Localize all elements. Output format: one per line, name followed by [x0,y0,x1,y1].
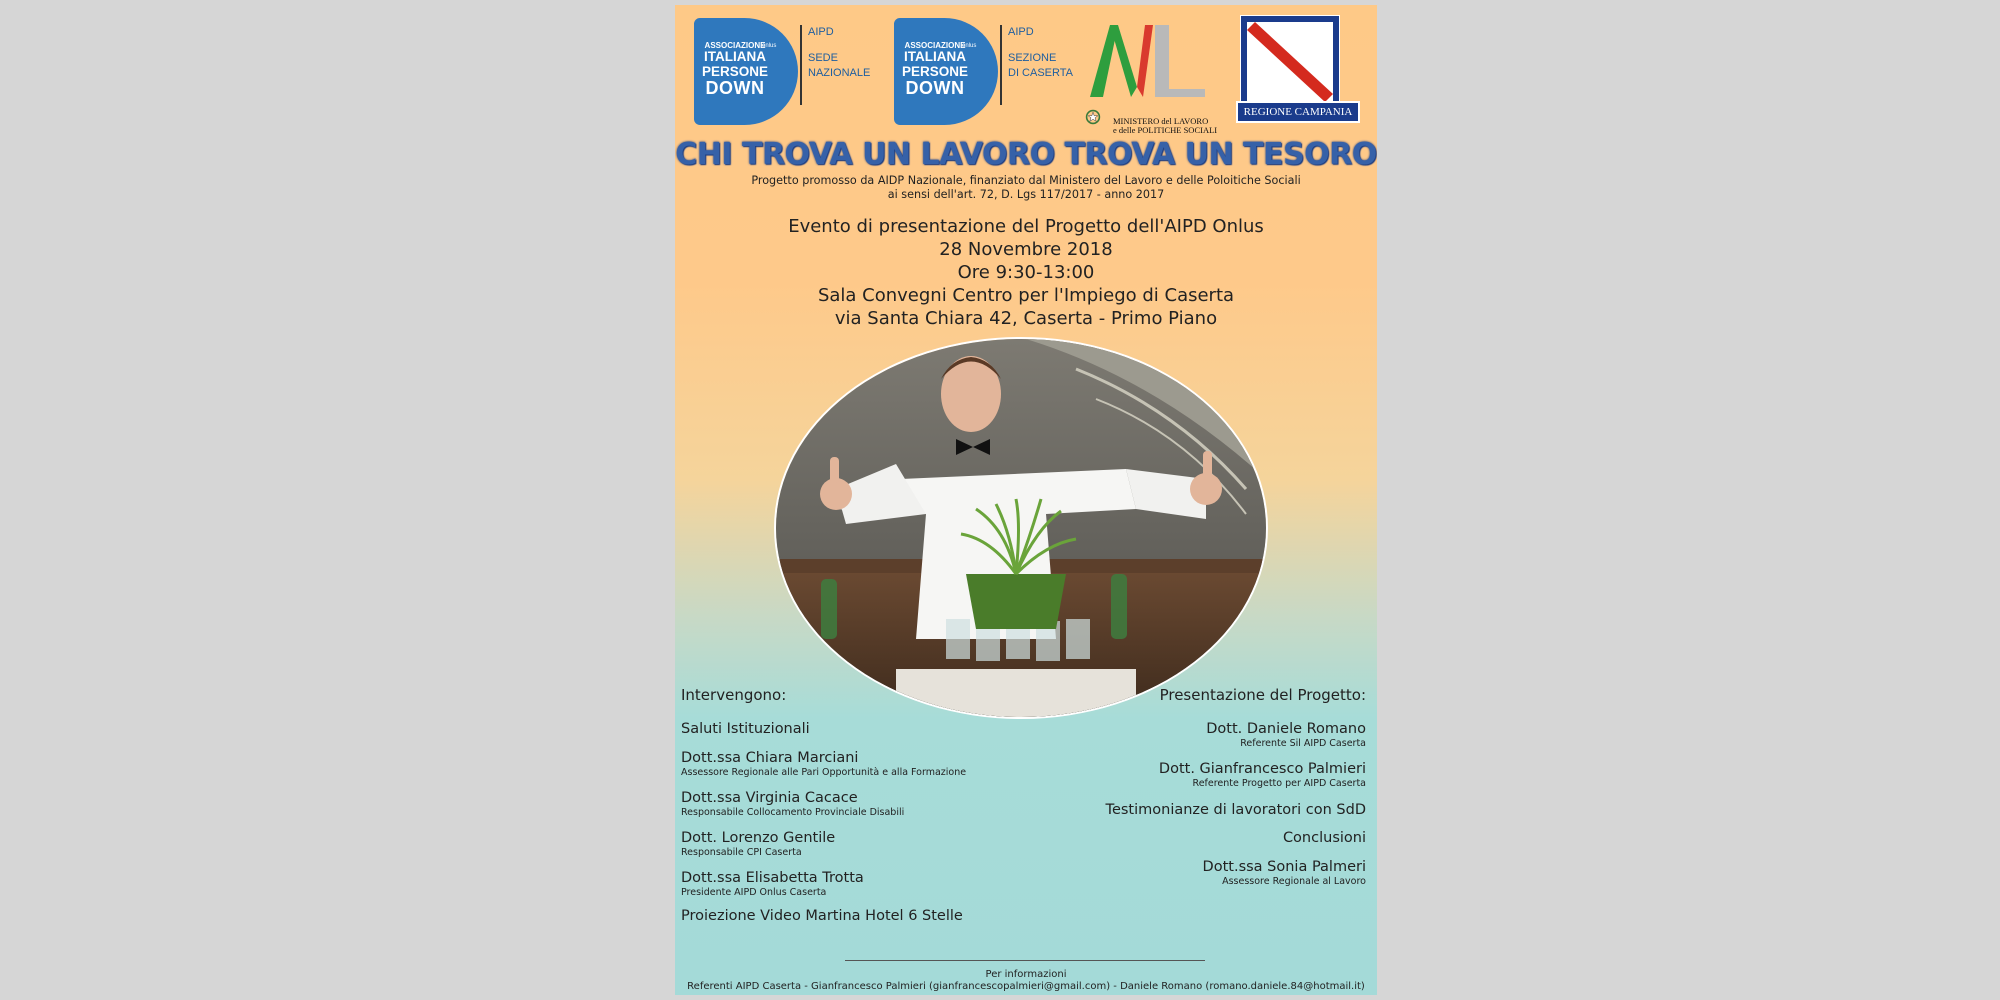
logo-caption-line: SEDE [808,52,838,65]
event-photo [774,337,1268,719]
event-details [675,215,1377,330]
logo-line: PERSONE [901,63,969,79]
saluti-istituzionali: Saluti Istituzionali [681,721,810,737]
aipd-national-caption [800,25,870,105]
regione-campania-logo [1236,15,1353,127]
ministero-lavoro-logo [1085,17,1220,137]
event-poster [675,5,1377,995]
subtitle-line: ai sensi dell'art. 72, D. Lgs 117/2017 - anno 2017 [887,188,1165,201]
speaker-name: Dott. Daniele Romano [1206,721,1366,737]
left-speaker-2 [681,790,904,818]
video-projection: Proiezione Video Martina Hotel 6 Stelle [681,908,963,924]
logo-onlus-text: onlus [762,43,777,49]
logo-caption-top: AIPD [1008,26,1034,38]
left-speaker-4 [681,870,864,898]
speaker-name: Dott.ssa Elisabetta Trotta [681,870,864,886]
footer-contacts: Referenti AIPD Caserta - Gianfrancesco Palmieri (gianfrancescopalmieri@gmail.com) - Daniele Romano (romano.daniele.84@hotmail.it) [687,981,1365,992]
speaker-role: Assessore Regionale alle Pari Opportunità e alla Formazione [681,767,967,778]
logo-line: ITALIANA [904,49,966,65]
logo-caption-line: SEZIONE [1008,52,1057,65]
footer-heading: Per informazioni [985,969,1067,980]
aipd-caserta-logo [894,18,998,125]
regione-campania-label: REGIONE CAMPANIA [1236,101,1360,123]
subtitle-line: Progetto promosso da AIDP Nazionale, finanziato dal Ministero del Lavoro e delle Poloitiche Sociali [751,174,1301,187]
speaker-name: Dott. Lorenzo Gentile [681,830,836,846]
logo-caption-top: AIPD [808,26,834,38]
left-speaker-1 [681,750,966,778]
speaker-role: Referente Sil AIPD Caserta [1240,738,1366,749]
testimonianze: Testimonianze di lavoratori con SdD [1105,802,1366,818]
speaker-name: Dott.ssa Virginia Cacace [681,790,858,806]
speaker-name: Dott.ssa Chiara Marciani [681,750,859,766]
speaker-name: Dott. Gianfrancesco Palmieri [1158,761,1366,777]
event-time: Ore 9:30-13:00 [957,262,1095,283]
ministero-caption-line: e delle POLITICHE SOCIALI [1113,125,1218,136]
event-address: via Santa Chiara 42, Caserta - Primo Piano [834,308,1218,329]
right-speaker-1 [1206,721,1366,749]
speaker-role: Assessore Regionale al Lavoro [1222,876,1366,887]
footer-divider [845,960,1205,961]
logo-line: ASSOCIAZIONE [704,41,766,50]
speaker-role: Presidente AIPD Onlus Caserta [681,887,827,898]
speaker-role: Responsabile Collocamento Provinciale Disabili [681,807,905,818]
conclusioni: Conclusioni [1282,830,1366,846]
logo-caption-line: DI CASERTA [1008,66,1073,79]
speaker-role: Responsabile CPI Caserta [681,847,802,858]
aipd-caserta-caption [1000,25,1073,105]
event-description: Evento di presentazione del Progetto dell'AIPD Onlus [788,216,1264,237]
italian-emblem-icon [1085,109,1101,125]
logo-caption-line: NAZIONALE [808,66,871,79]
right-speaker-2 [1159,761,1366,789]
closing-speaker [1203,859,1366,887]
aipd-national-logo [694,18,798,125]
footer-info [675,969,1377,993]
left-heading: Intervengono: [681,686,787,704]
speaker-name: Dott.ssa Sonia Palmeri [1202,859,1366,875]
speaker-role: Referente Progetto per AIPD Caserta [1192,778,1366,789]
logo-line: ASSOCIAZIONE [904,41,966,50]
right-heading: Presentazione del Progetto: [1159,686,1366,704]
event-venue: Sala Convegni Centro per l'Impiego di Caserta [817,285,1235,306]
logo-line: DOWN [905,77,965,98]
ministero-caption-line: MINISTERO del LAVORO [1113,116,1209,126]
logo-line: DOWN [705,77,765,98]
project-subtitle [675,174,1377,202]
poster-title: CHI TROVA UN LAVORO TROVA UN TESORO [675,137,1377,172]
logo-line: PERSONE [701,63,769,79]
regione-campania-shield-icon [1240,15,1340,109]
event-date: 28 Novembre 2018 [939,239,1113,260]
logo-onlus-text: onlus [962,43,977,49]
ministero-ml-logo-icon [1085,17,1220,117]
logo-line: ITALIANA [704,49,766,65]
left-speaker-3 [681,830,835,858]
